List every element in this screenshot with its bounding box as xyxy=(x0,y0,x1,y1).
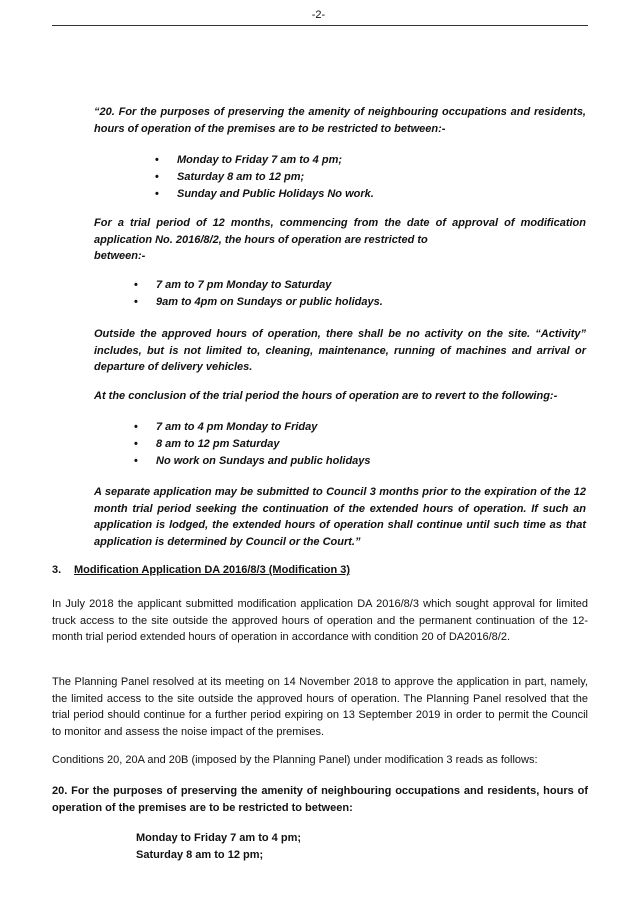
list-item: • 9am to 4pm on Sundays or public holidays. xyxy=(134,294,383,311)
list-item: • Saturday 8 am to 12 pm; xyxy=(155,169,374,186)
list-item: Monday to Friday 7 am to 4 pm; xyxy=(136,832,302,844)
trial-intro-text: For a trial period of 12 months, commencing from the date of approval of modification application No. 2016/8/2, the hours of operation are restricted to xyxy=(94,217,586,246)
section-paragraph-1: In July 2018 the applicant submitted modification application DA 2016/8/3 which sought approval for limited truck access to the site outside the approved hours of operation and the permanent continuation of the 12-month trial period extended hours of operation in accordance with condition 20 of DA2016/8/2. xyxy=(52,598,588,643)
list-item: • Monday to Friday 7 am to 4 pm; xyxy=(155,152,374,169)
header-rule xyxy=(52,25,588,26)
trial-hours-list xyxy=(134,277,383,311)
hours-list xyxy=(155,152,374,203)
condition-20-intro: “20. For the purposes of preserving the amenity of neighbouring occupations and residents, hours of operation of the premises are to be restricted to between:- xyxy=(94,106,586,135)
page-number: -2- xyxy=(311,9,326,21)
condition-hours-list xyxy=(136,830,301,863)
activity-paragraph: Outside the approved hours of operation, there shall be no activity on the site. “Activity” includes, but is not limited to, cleaning, maintenance, running of machines and arrival or departure of delivery vehicles. xyxy=(94,328,586,373)
list-item: • No work on Sundays and public holidays xyxy=(134,453,371,470)
section-paragraph-3: Conditions 20, 20A and 20B (imposed by the Planning Panel) under modification 3 reads as follows: xyxy=(52,754,538,766)
condition-20-heading: 20. For the purposes of preserving the amenity of neighbouring occupations and residents, hours of operation of the premises are to be restricted to between: xyxy=(52,785,588,814)
section-title: Modification Application DA 2016/8/3 (Modification 3) xyxy=(74,564,351,576)
list-item: • 7 am to 7 pm Monday to Saturday xyxy=(134,277,383,294)
separate-application-paragraph: A separate application may be submitted to Council 3 months prior to the expiration of the 12 month trial period seeking the continuation of the extended hours of operation. If such an application is lodged, the extended hours of operation shall continue until such time as that application is determined by Council or the Court.” xyxy=(94,486,586,548)
list-item: • 8 am to 12 pm Saturday xyxy=(134,436,371,453)
list-item: • Sunday and Public Holidays No work. xyxy=(155,186,374,203)
trial-between-text: between:- xyxy=(94,250,146,262)
section-paragraph-2: The Planning Panel resolved at its meeting on 14 November 2018 to approve the application in part, namely, the limited access to the site outside the approved hours of operation. The Planning Panel resolved that the trial period should continue for a further period expiring on 13 September 2019 in order to permit the Council to monitor and assess the noise impact of the premises. xyxy=(52,676,588,738)
section-number: 3. xyxy=(52,564,62,576)
list-item: Saturday 8 am to 12 pm; xyxy=(136,848,264,861)
section-heading xyxy=(52,564,350,576)
revert-intro: At the conclusion of the trial period the hours of operation are to revert to the following:- xyxy=(94,390,558,402)
list-item: • 7 am to 4 pm Monday to Friday xyxy=(134,419,371,436)
revert-hours-list xyxy=(134,419,371,470)
trial-period-intro xyxy=(94,215,586,265)
